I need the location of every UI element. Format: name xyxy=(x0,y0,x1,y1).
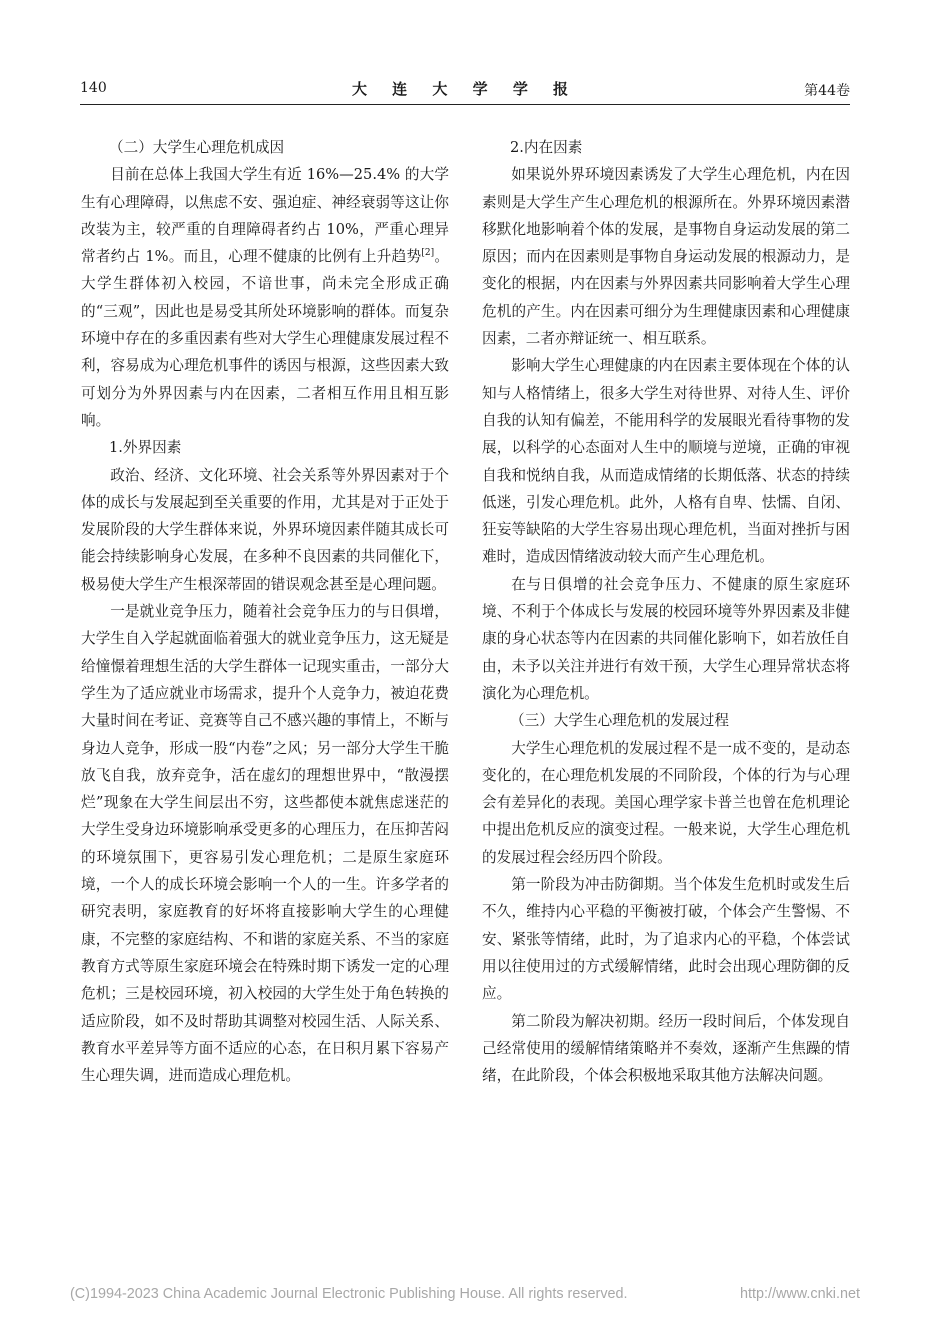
paragraph: 第一阶段为冲击防御期。当个体发生危机时或发生后不久，维持内心平稳的平衡被打破，个体会产生警惕、不安、紧张等情绪，此时，为了追求内心的平稳，个体尝试用以往使用过的方式缓解情绪，此时会出现心理防御的反应。 xyxy=(482,876,850,1003)
paragraph xyxy=(81,161,449,434)
paragraph: 在与日俱增的社会竞争压力、不健康的原生家庭环境、不利于个体成长与发展的校园环境等外界因素及非健康的身心状态等内在因素的共同催化影响下，如若放任自由，未予以关注并进行有效干预，大学生心理异常状态将演化为心理危机。 xyxy=(482,575,850,702)
citation-ref[interactable]: [2] xyxy=(421,248,435,259)
paragraph: 如果说外界环境因素诱发了大学生心理危机，内在因素则是大学生产生心理危机的根源所在。外界环境因素潜移默化地影响着个体的发展，是事物自身运动发展的第二原因；而内在因素则是事物自身运动发展的根源动力，是变化的根据，内在因素与外界因素共同影响着大学生心理危机的产生。内在因素可细分为生理健康因素和心理健康因素，二者亦辩证统一、相互联系。 xyxy=(482,166,850,348)
paragraph-text: 。大学生群体初入校园，不谙世事，尚未完全形成正确的“三观”，因此也是易受其所处环境影响的群体。而复杂环境中存在的多重因素有些对大学生心理健康发展过程不利，容易成为心理危机事件的诱因与根源，这些因素大致可划分为外界因素与内在因素，二者相互作用且相互影响。 xyxy=(81,248,449,429)
left-column xyxy=(81,134,449,1089)
paragraph: 第二阶段为解决初期。经历一段时间后，个体发现自己经常使用的缓解情绪策略并不奏效，逐渐产生焦躁的情绪，在此阶段，个体会积极地采取其他方法解决问题。 xyxy=(482,1012,850,1085)
section-heading-causes: （二）大学生心理危机成因 xyxy=(109,139,285,156)
paragraph: 一是就业竞争压力，随着社会竞争压力的与日俱增，大学生自入学起就面临着强大的就业竞争压力，这无疑是给憧憬着理想生活的大学生群体一记现实重击，一部分大学生为了适应就业市场需求，提升个人竞争力，被迫花费大量时间在考证、竞赛等自己不感兴趣的事情上，不断与身边人竞争，形成一股“内卷”之风；另一部分大学生干脆放飞自我，放弃竞争，活在虚幻的理想世界中，“散漫摆烂”现象在大学生间层出不穷，这些都使本就焦虑迷茫的大学生受身边环境影响承受更多的心理压力，在压抑苦闷的环境氛围下，更容易引发心理危机；二是原生家庭环境，一个人的成长环境会影响一个人的一生。许多学者的研究表明，家庭教育的好坏将直接影响大学生的心理健康，不完整的家庭结构、不和谐的家庭关系、不当的家庭教育方式等原生家庭环境会在特殊时期下诱发一定的心理危机；三是校园环境，初入校园的大学生处于角色转换的适应阶段，如不及时帮助其调整对校园生活、人际关系、教育水平差异等方面不适应的心态，在日积月累下容易产生心理失调，进而造成心理危机。 xyxy=(81,603,449,1085)
paragraph: 影响大学生心理健康的内在因素主要体现在个体的认知与人格情绪上，很多大学生对待世界、对待人生、评价自我的认知有偏差，不能用科学的发展眼光看待事物的发展，以科学的心态面对人生中的顺境与逆境，正确的审视自我和悦纳自我，从而造成情绪的长期低落、状态的持续低迷，引发心理危机。此外，人格有自卑、怯懦、自闭、狂妄等缺陷的大学生容易出现心理危机，当面对挫折与困难时，造成因情绪波动较大而产生心理危机。 xyxy=(482,357,850,566)
header-rule xyxy=(80,104,850,105)
subsection-heading-internal: 2.内在因素 xyxy=(510,139,583,156)
copyright-text: (C)1994-2023 China Academic Journal Electronic Publishing House. All rights reserved. xyxy=(70,1286,628,1302)
volume-label: 第44卷 xyxy=(804,83,850,99)
journal-title: 大 连 大 学 学 报 xyxy=(351,80,579,98)
subsection-heading-external: 1.外界因素 xyxy=(109,439,182,457)
copyright-footer xyxy=(70,1286,870,1302)
page-header xyxy=(80,78,850,104)
paragraph: 大学生心理危机的发展过程不是一成不变的，是动态变化的，在心理危机发展的不同阶段，个体的行为与心理会有差异化的表现。美国心理学家卡普兰也曾在危机理论中提出危机反应的演变过程。一般来说，大学生心理危机的发展过程会经历四个阶段。 xyxy=(482,739,850,866)
section-heading-development: （三）大学生心理危机的发展过程 xyxy=(510,712,729,730)
cnki-link[interactable]: http://www.cnki.net xyxy=(740,1286,860,1302)
right-column xyxy=(482,134,850,1089)
page-number: 140 xyxy=(80,80,107,96)
paragraph: 政治、经济、文化环境、社会关系等外界因素对于个体的成长与发展起到至关重要的作用，尤其是对于正处于发展阶段的大学生群体来说，外界环境因素伴随其成长可能会持续影响身心发展，在多种不良因素的共同催化下，极易使大学生产生根深蒂固的错误观念甚至是心理问题。 xyxy=(81,466,449,593)
paragraph-text: 目前在总体上我国大学生有近 16%—25.4% 的大学生有心理障碍，以焦虑不安、强迫症、神经衰弱等这让你改装为主，较严重的自理障碍者约占 10%，严重心理异常者约占 1%。而且，心理不健康的比例有上升趋势 xyxy=(81,166,449,266)
